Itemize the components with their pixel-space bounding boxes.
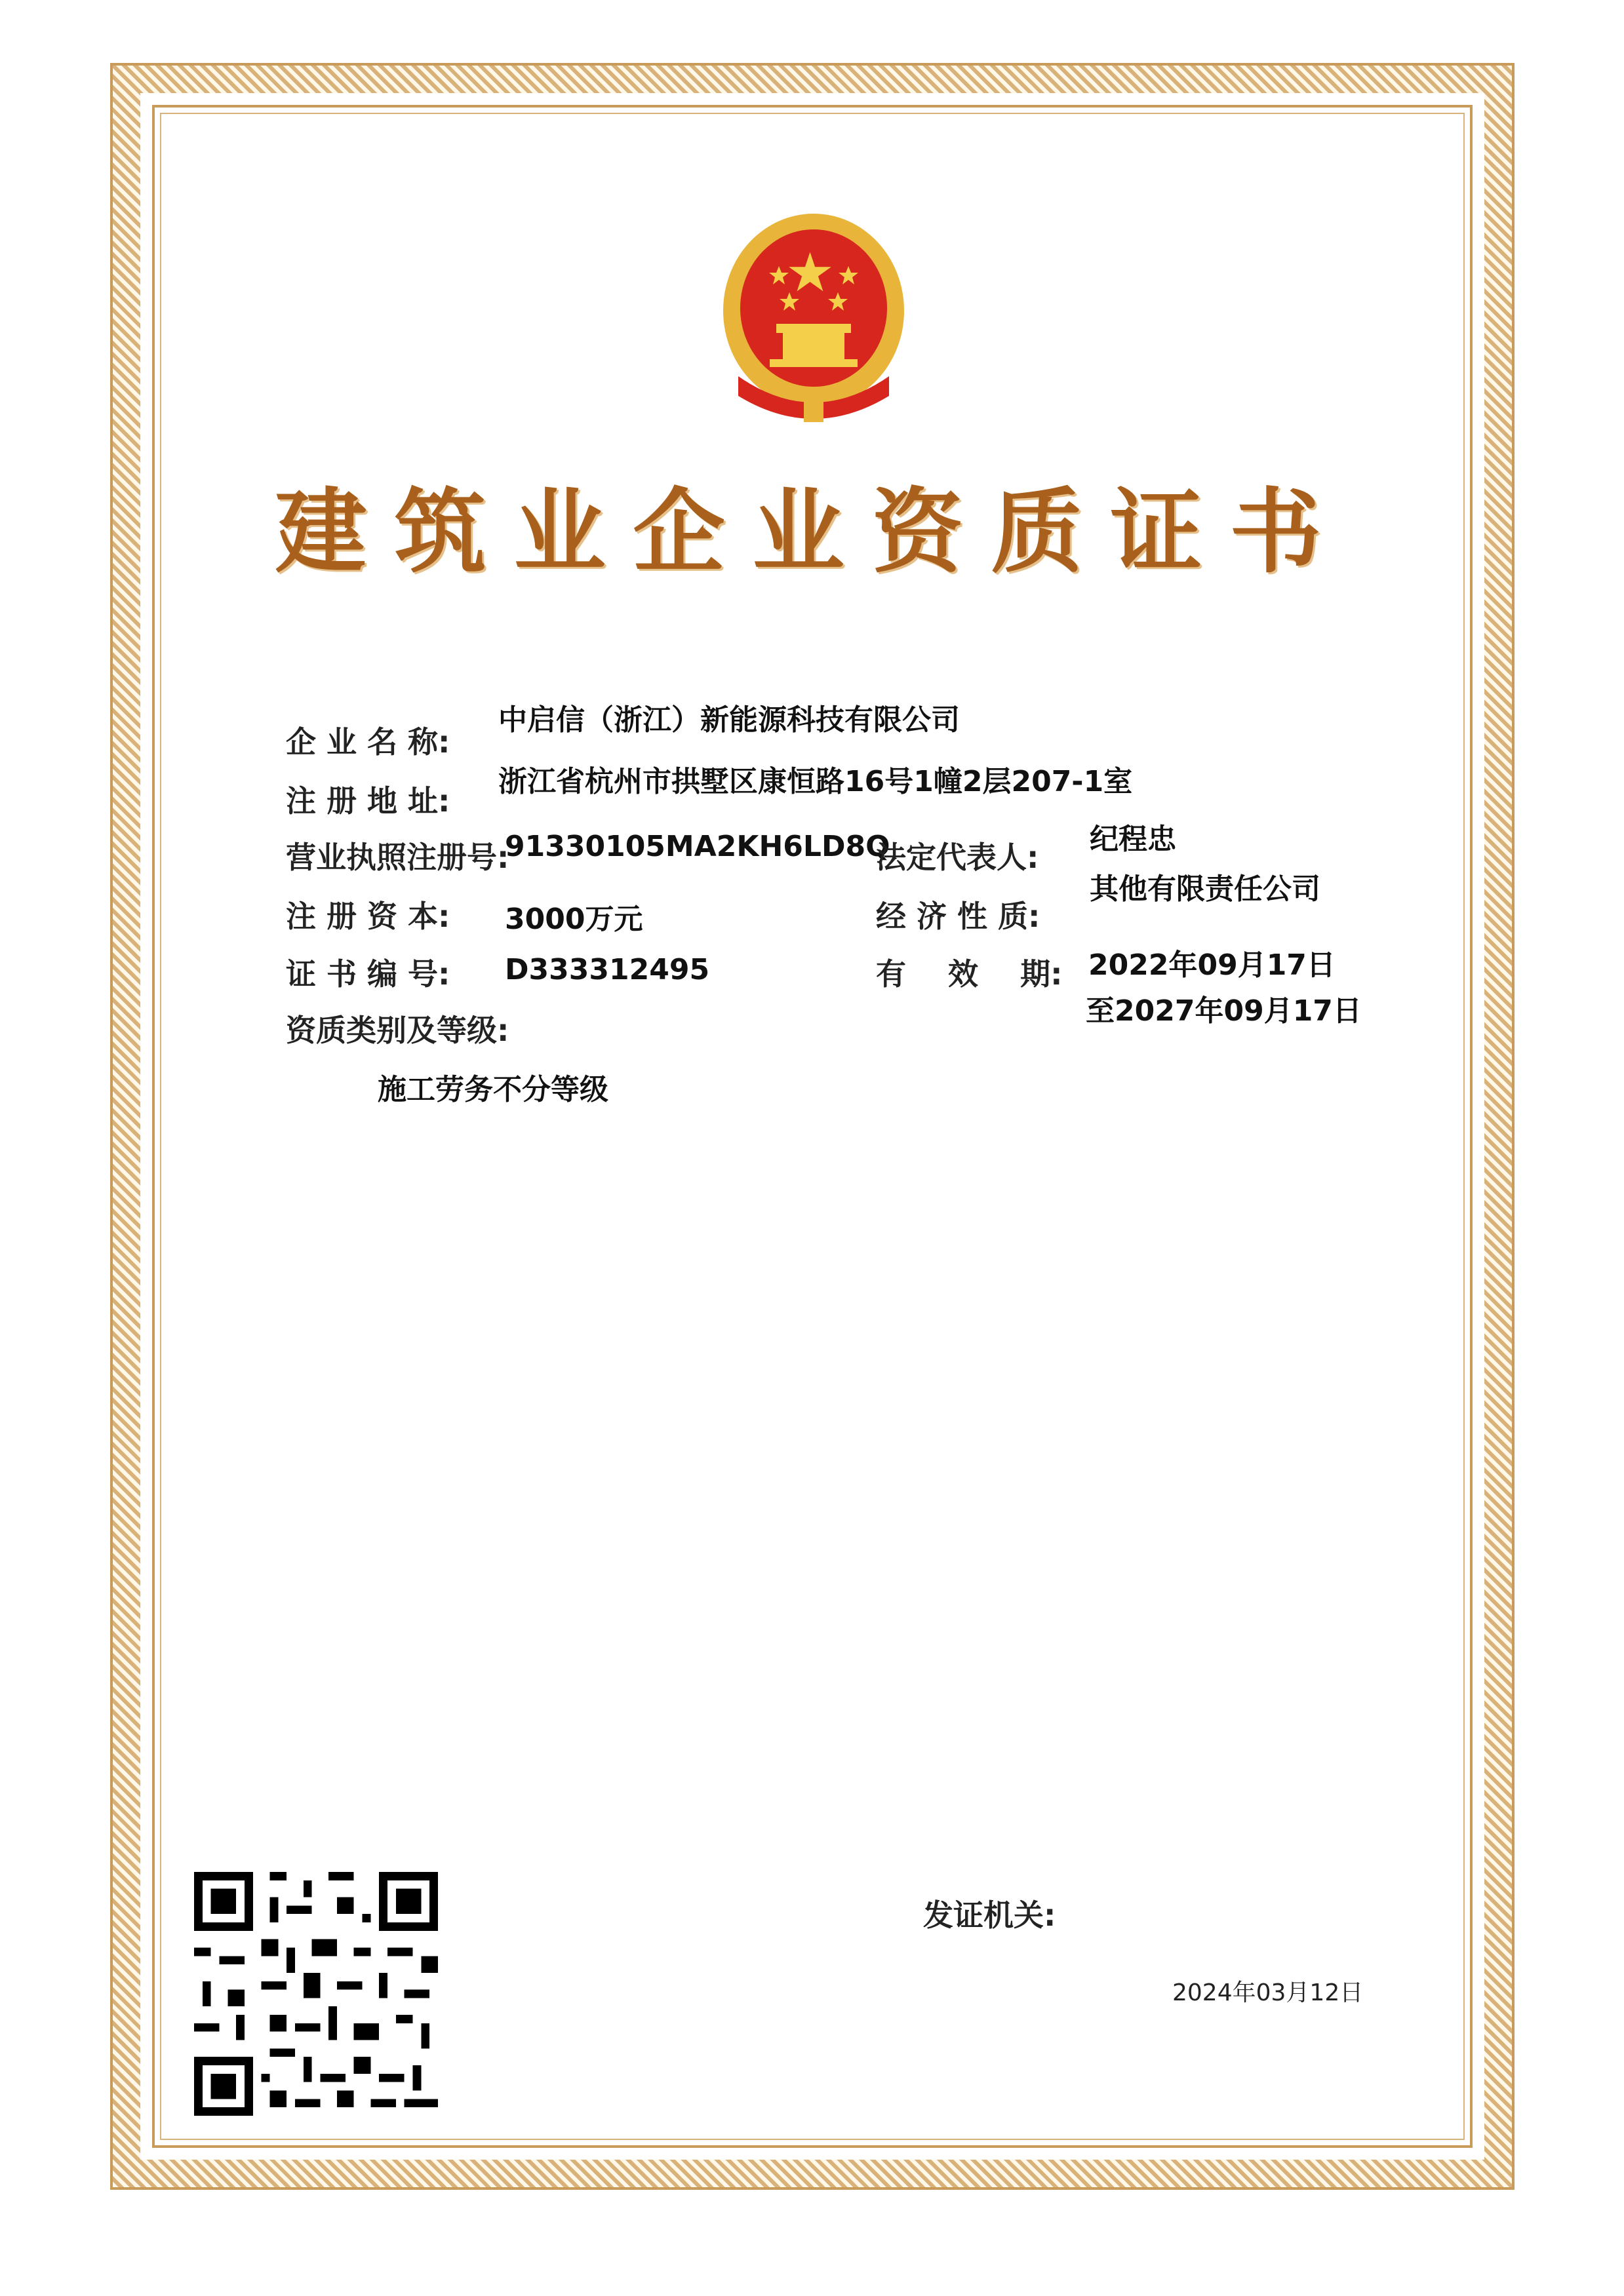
license-no-value: 91330105MA2KH6LD8Q xyxy=(505,830,890,863)
capital-label: 注 册 资 本: xyxy=(286,899,450,934)
address-value: 浙江省杭州市拱墅区康恒路16号1幢2层207-1室 xyxy=(498,765,1133,798)
economic-nature-label: 经 济 性 质: xyxy=(876,899,1040,934)
validity-to-value: 至2027年09月17日 xyxy=(1086,994,1362,1028)
legal-rep-value: 纪程忠 xyxy=(1090,823,1176,856)
company-name-value: 中启信（浙江）新能源科技有限公司 xyxy=(498,703,960,737)
capital-value: 3000万元 xyxy=(505,903,643,936)
license-no-label: 营业执照注册号: xyxy=(286,840,509,875)
legal-rep-label: 法定代表人: xyxy=(876,840,1039,875)
qualification-value: 施工劳务不分等级 xyxy=(378,1073,608,1106)
company-name-label: 企 业 名 称: xyxy=(286,724,450,760)
economic-nature-value: 其他有限责任公司 xyxy=(1090,872,1320,906)
address-label: 注 册 地 址: xyxy=(286,783,450,819)
validity-from-value: 2022年09月17日 xyxy=(1088,948,1336,982)
national-emblem-icon xyxy=(719,212,909,429)
validity-label: 有 效 期: xyxy=(876,956,1063,992)
cert-no-label: 证 书 编 号: xyxy=(286,956,450,992)
cert-no-value: D333312495 xyxy=(505,953,710,986)
qualification-label: 资质类别及等级: xyxy=(286,1013,509,1048)
issuer-label: 发证机关: xyxy=(923,1897,1056,1933)
qr-code-icon xyxy=(194,1872,438,2116)
issue-date: 2024年03月12日 xyxy=(1172,1979,1364,2006)
certificate-title: 建筑业企业资质证书 xyxy=(275,478,1349,586)
